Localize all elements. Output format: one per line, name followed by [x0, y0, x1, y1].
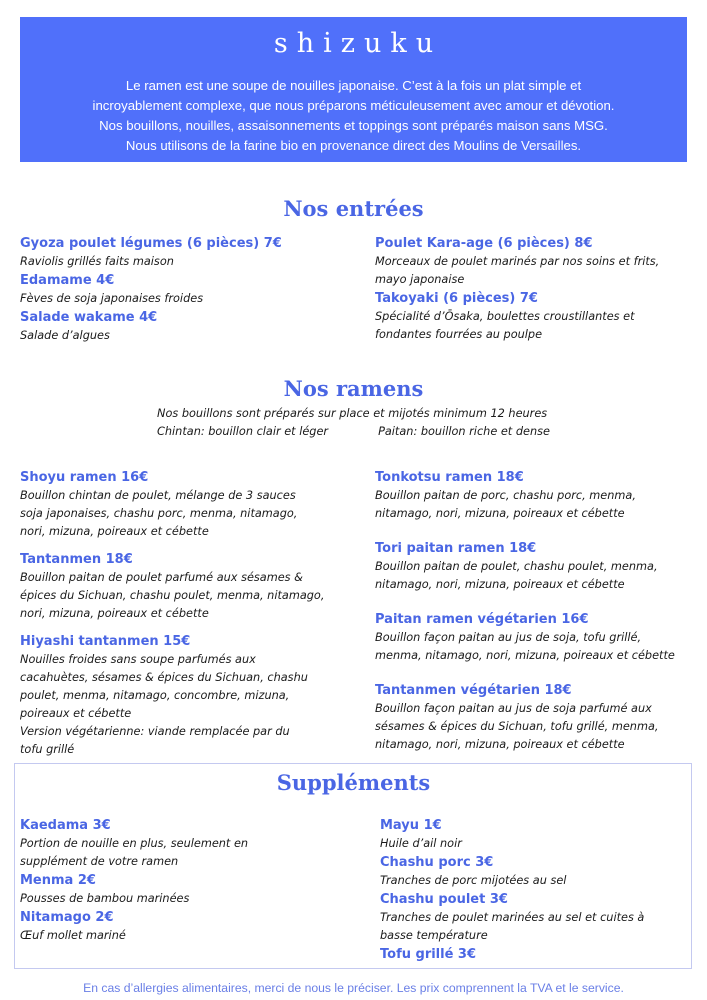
- supplements-right-column: [380, 816, 644, 964]
- menu-item: [375, 610, 675, 665]
- desc-line: Bouillon paitan de poulet, chashu poulet, menma,: [375, 560, 658, 573]
- menu-item-desc: [380, 872, 644, 890]
- menu-item-name: Chashu poulet 3€: [380, 892, 508, 907]
- menu-item-name: Kaedama 3€: [20, 818, 111, 833]
- desc-line: mayo japonaise: [375, 273, 465, 286]
- menu-item-desc: [375, 700, 675, 754]
- desc-line: nori, mizuna, poireaux et cébette: [20, 525, 209, 538]
- menu-item-desc: [375, 629, 675, 665]
- menu-item-name: Tori paitan ramen 18€: [375, 541, 537, 556]
- desc-line: menma, nitamago, nori, mizuna, poireaux et cébette: [375, 649, 675, 662]
- menu-item-name: Gyoza poulet légumes (6 pièces) 7€: [20, 236, 282, 251]
- footer-note: En cas d’allergies alimentaires, merci de nous le préciser. Les prix comprennent la TVA et le service.: [83, 981, 624, 995]
- menu-item: [20, 308, 282, 345]
- section-title-entrees: Nos entrées: [283, 196, 424, 221]
- description-line: Nous utilisons de la farine bio en provenance direct des Moulins de Versailles.: [125, 138, 582, 153]
- desc-line: Portion de nouille en plus, seulement en: [20, 837, 249, 850]
- entrees-right-column: [375, 234, 659, 344]
- menu-item-name: Tantanmen végétarien 18€: [375, 683, 572, 698]
- desc-line: fondantes fourrées au poulpe: [375, 328, 543, 341]
- menu-item: [20, 871, 248, 908]
- desc-line: poulet, menma, nitamago, concombre, mizuna,: [20, 689, 290, 702]
- menu-item: [20, 271, 282, 308]
- desc-line: Bouillon façon paitan au jus de soja parfumé aux: [375, 702, 652, 715]
- desc-line: tofu grillé: [20, 743, 75, 756]
- restaurant-title: shizuku: [273, 28, 443, 59]
- desc-line: Bouillon paitan de porc, chashu porc, menma,: [375, 489, 636, 502]
- desc-line: nori, mizuna, poireaux et cébette: [20, 607, 209, 620]
- desc-line: Bouillon paitan de poulet parfumé aux sésames &: [20, 571, 303, 584]
- menu-item: [380, 816, 644, 853]
- menu-item: [380, 890, 644, 945]
- menu-item: [20, 550, 324, 623]
- menu-item: [380, 945, 644, 964]
- menu-item-desc: [375, 253, 659, 289]
- desc-line: Bouillon chintan de poulet, mélange de 3 sauces: [20, 489, 296, 502]
- menu-item-name: Tonkotsu ramen 18€: [375, 470, 524, 485]
- desc-line: basse température: [380, 929, 488, 942]
- menu-item: [375, 234, 659, 289]
- desc-line: cacahuètes, sésames & épices du Sichuan, chashu: [20, 671, 308, 684]
- desc-line: Pousses de bambou marinées: [20, 892, 190, 905]
- menu-item-desc: [20, 487, 324, 541]
- desc-line: soja japonaises, chashu porc, menma, nitamago,: [20, 507, 298, 520]
- menu-item-desc: [20, 927, 248, 945]
- desc-line: Tranches de porc mijotées au sel: [380, 874, 567, 887]
- menu-item: [375, 289, 659, 344]
- desc-line: Nouilles froides sans soupe parfumés aux: [20, 653, 256, 666]
- menu-item-desc: [375, 558, 675, 594]
- menu-item: [20, 234, 282, 271]
- description-line: Nos bouillons, nouilles, assaisonnements et toppings sont préparés maison sans MSG.: [99, 118, 608, 133]
- menu-item-name: Tofu grillé 3€: [380, 947, 477, 962]
- menu-item-desc: [20, 569, 324, 623]
- menu-item-desc: [20, 651, 324, 759]
- desc-line: sésames & épices du Sichuan, tofu grillé, menma,: [375, 720, 659, 733]
- menu-item-desc: [20, 327, 282, 345]
- menu-item: [20, 632, 324, 759]
- description-line: Le ramen est une soupe de nouilles japonaise. C’est à la fois un plat simple et: [125, 78, 582, 93]
- menu-item-desc: [20, 253, 282, 271]
- desc-line: Fèves de soja japonaises froides: [20, 292, 204, 305]
- header-banner: [20, 17, 687, 162]
- menu-item-name: Mayu 1€: [380, 818, 442, 833]
- desc-line: nitamago, nori, mizuna, poireaux et cébette: [375, 738, 625, 751]
- desc-line: nitamago, nori, mizuna, poireaux et cébette: [375, 578, 625, 591]
- menu-item: [375, 539, 675, 594]
- menu-item: [20, 468, 324, 541]
- desc-line: Spécialité d’Ōsaka, boulettes croustillantes et: [375, 310, 635, 323]
- menu-item: [375, 468, 675, 523]
- menu-item-name: Tantanmen 18€: [20, 552, 133, 567]
- broth-paitan: Paitan: bouillon riche et dense: [378, 425, 550, 438]
- menu-item-name: Edamame 4€: [20, 273, 115, 288]
- desc-line: Salade d’algues: [20, 329, 110, 342]
- menu-item-desc: [20, 890, 248, 908]
- menu-item-desc: [375, 487, 675, 523]
- menu-item-name: Salade wakame 4€: [20, 310, 158, 325]
- desc-line: Raviolis grillés faits maison: [20, 255, 174, 268]
- description-line: incroyablement complexe, que nous préparons méticuleusement avec amour et dévotion.: [92, 98, 615, 113]
- desc-line: Œuf mollet mariné: [20, 929, 126, 942]
- menu-item-name: Takoyaki (6 pièces) 7€: [375, 291, 538, 306]
- ramen-intro: [157, 405, 550, 441]
- desc-line: Huile d’ail noir: [380, 837, 462, 850]
- desc-line: nitamago, nori, mizuna, poireaux et cébette: [375, 507, 625, 520]
- menu-item-name: Hiyashi tantanmen 15€: [20, 634, 191, 649]
- menu-item: [20, 816, 248, 871]
- section-title-ramens: Nos ramens: [283, 376, 424, 401]
- supplements-left-column: [20, 816, 248, 945]
- section-title-supplements: Suppléments: [276, 770, 431, 795]
- menu-item-desc: [375, 308, 659, 344]
- menu-item-name: Chashu porc 3€: [380, 855, 494, 870]
- menu-item: [20, 908, 248, 945]
- desc-line: Morceaux de poulet marinés par nos soins et frits,: [375, 255, 660, 268]
- menu-item: [380, 853, 644, 890]
- ramens-right-column: [375, 468, 675, 763]
- menu-item-name: Poulet Kara-age (6 pièces) 8€: [375, 236, 593, 251]
- desc-line: Tranches de poulet marinées au sel et cuites à: [380, 911, 645, 924]
- menu-item-name: Nitamago 2€: [20, 910, 114, 925]
- entrees-left-column: [20, 234, 282, 345]
- menu-item-name: Menma 2€: [20, 873, 96, 888]
- restaurant-description: [20, 76, 687, 156]
- menu-item-desc: [20, 290, 282, 308]
- desc-line: Version végétarienne: viande remplacée par du: [20, 725, 290, 738]
- menu-item: [375, 681, 675, 754]
- menu-item-name: Paitan ramen végétarien 16€: [375, 612, 589, 627]
- ramens-left-column: [20, 468, 324, 768]
- menu-item-desc: [380, 835, 644, 853]
- menu-item-desc: [20, 835, 248, 871]
- ramen-intro-line: Nos bouillons sont préparés sur place et mijotés minimum 12 heures: [157, 407, 548, 420]
- desc-line: épices du Sichuan, chashu poulet, menma, nitamago,: [20, 589, 325, 602]
- broth-types: [157, 423, 550, 441]
- broth-chintan: Chintan: bouillon clair et léger: [157, 425, 329, 438]
- menu-item-desc: [380, 909, 644, 945]
- desc-line: supplément de votre ramen: [20, 855, 179, 868]
- desc-line: poireaux et cébette: [20, 707, 132, 720]
- desc-line: Bouillon façon paitan au jus de soja, tofu grillé,: [375, 631, 642, 644]
- menu-item-name: Shoyu ramen 16€: [20, 470, 149, 485]
